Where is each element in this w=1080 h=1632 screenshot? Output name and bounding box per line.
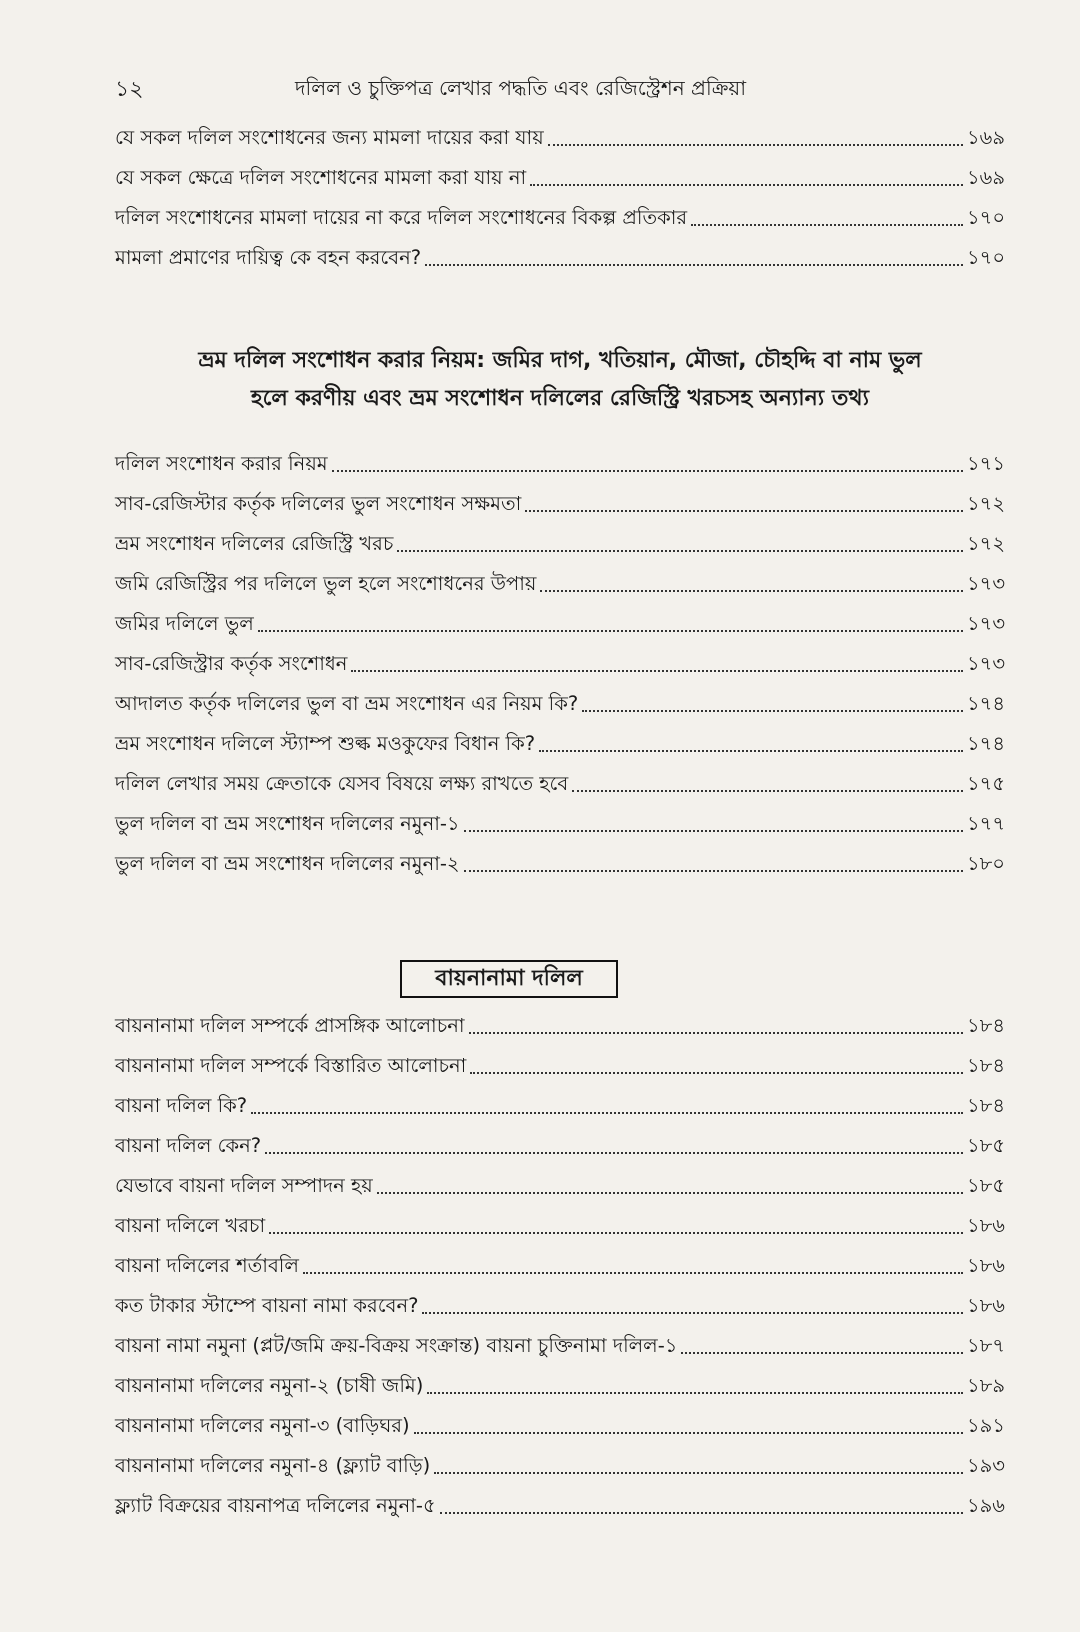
running-title: দলিল ও চুক্তিপত্র লেখার পদ্ধতি এবং রেজিস্ট্রেশন প্রক্রিয়া: [295, 76, 747, 100]
toc-entry: ফ্ল্যাট বিক্রয়ের বায়নাপত্র দলিলের নমুনা-৫ ১৯৬: [115, 1494, 1005, 1517]
toc-group-3: [115, 1006, 1005, 1526]
toc-entry: যে সকল দলিল সংশোধনের জন্য মামলা দায়ের করা যায় ১৬৯: [115, 126, 1005, 149]
toc-entry: বায়নানামা দলিল সম্পর্কে প্রাসঙ্গিক আলোচনা ১৮৪: [115, 1014, 1005, 1037]
toc-entry: বায়না দলিলে খরচা ১৮৬: [115, 1214, 1005, 1237]
toc-entry: দলিল লেখার সময় ক্রেতাকে যেসব বিষয়ে লক্ষ্য রাখতে হবে ১৭৫: [115, 772, 1005, 795]
toc-entry: কত টাকার স্টাম্পে বায়না নামা করবেন? ১৮৬: [115, 1294, 1005, 1317]
toc-group-1: [115, 118, 1005, 278]
toc-entry: বায়নানামা দলিলের নমুনা-৪ (ফ্ল্যাট বাড়ি) ১৯৩: [115, 1454, 1005, 1477]
toc-entry: আদালত কর্তৃক দলিলের ভুল বা ভ্রম সংশোধন এর নিয়ম কি? ১৭৪: [115, 692, 1005, 715]
toc-entry: বায়না নামা নমুনা (প্লট/জমি ক্রয়-বিক্রয় সংক্রান্ত) বায়না চুক্তিনামা দলিল-১ ১৮৭: [115, 1334, 1005, 1357]
toc-entry: বায়না দলিলের শর্তাবলি ১৮৬: [115, 1254, 1005, 1277]
toc-entry: ভুল দলিল বা ভ্রম সংশোধন দলিলের নমুনা-২ ১৮০: [115, 852, 1005, 875]
toc-entry: যে সকল ক্ষেত্রে দলিল সংশোধনের মামলা করা যায় না ১৬৯: [115, 166, 1005, 189]
section-heading-line-1: ভ্রম দলিল সংশোধন করার নিয়ম: জমির দাগ, খতিয়ান, মৌজা, চৌহদ্দি বা নাম ভুল: [198, 348, 922, 373]
page-number: ১২: [115, 77, 144, 102]
toc-entry: বায়না দলিল কেন? ১৮৫: [115, 1134, 1005, 1157]
toc-entry: দলিল সংশোধনের মামলা দায়ের না করে দলিল সংশোধনের বিকল্প প্রতিকার ১৭০: [115, 206, 1005, 229]
toc-entry: জমি রেজিস্ট্রির পর দলিলে ভুল হলে সংশোধনের উপায় ১৭৩: [115, 572, 1005, 595]
toc-entry: সাব-রেজিস্ট্রার কর্তৃক সংশোধন ১৭৩: [115, 652, 1005, 675]
section-heading-line-2: হলে করণীয় এবং ভ্রম সংশোধন দলিলের রেজিস্ট্রি খরচসহ অন্যান্য তথ্য: [251, 386, 869, 411]
toc-group-2: [115, 444, 1005, 884]
toc-entry: বায়নানামা দলিল সম্পর্কে বিস্তারিত আলোচনা ১৮৪: [115, 1054, 1005, 1077]
toc-entry: জমির দলিলে ভুল ১৭৩: [115, 612, 1005, 635]
toc-entry: বায়না দলিল কি? ১৮৪: [115, 1094, 1005, 1117]
toc-entry: দলিল সংশোধন করার নিয়ম ১৭১: [115, 452, 1005, 475]
toc-entry: সাব-রেজিস্টার কর্তৃক দলিলের ভুল সংশোধন সক্ষমতা ১৭২: [115, 492, 1005, 515]
toc-entry: বায়নানামা দলিলের নমুনা-৩ (বাড়িঘর) ১৯১: [115, 1414, 1005, 1437]
page-header: [115, 72, 1005, 108]
toc-entry: ভ্রম সংশোধন দলিলের রেজিস্ট্রি খরচ ১৭২: [115, 532, 1005, 555]
toc-entry: ভুল দলিল বা ভ্রম সংশোধন দলিলের নমুনা-১ ১৭৭: [115, 812, 1005, 835]
section-heading-boxed: বায়নানামা দলিল: [400, 960, 618, 998]
toc-entry: ভ্রম সংশোধন দলিলে স্ট্যাম্প শুল্ক মওকুফের বিধান কি? ১৭৪: [115, 732, 1005, 755]
toc-entry: যেভাবে বায়না দলিল সম্পাদন হয় ১৮৫: [115, 1174, 1005, 1197]
toc-entry: মামলা প্রমাণের দায়িত্ব কে বহন করবেন? ১৭০: [115, 246, 1005, 269]
toc-entry: বায়নানামা দলিলের নমুনা-২ (চাষী জমি) ১৮৯: [115, 1374, 1005, 1397]
